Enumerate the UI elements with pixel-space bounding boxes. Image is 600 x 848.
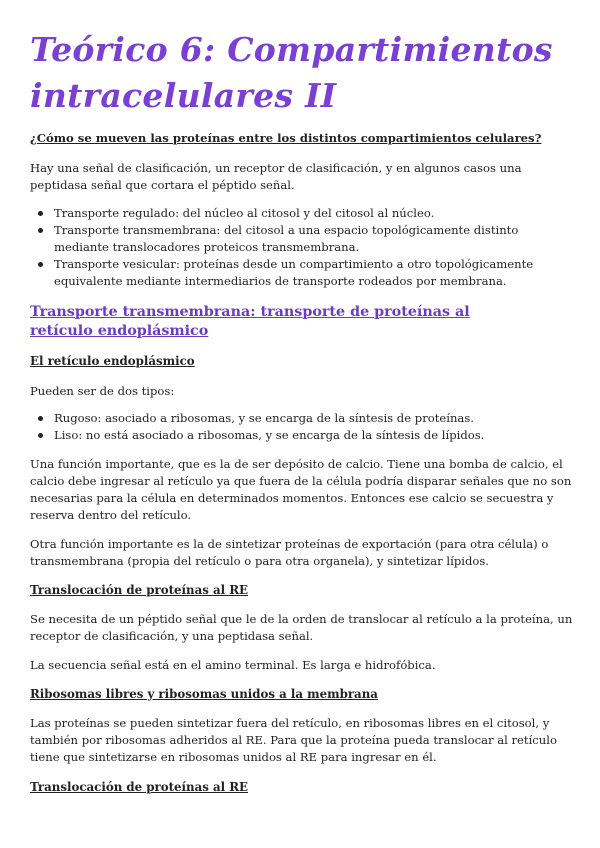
ribosomes-paragraph: Las proteínas se pueden sintetizar fuera del retículo, en ribosomas libres en el citosol, y también por ribosomas adheridos al RE. Para que la proteína pueda translocar al retículo tiene que sintetizarse en ribosomas unidos al RE para ingresar en él. [30,716,557,764]
section-heading-link[interactable]: Transporte transmembrana: transporte de proteínas al retículo endoplásmico [30,304,470,339]
list-item: Transporte regulado: del núcleo al citosol y del citosol al núcleo. [30,205,575,222]
translocation-heading-2: Translocación de proteínas al RE [30,780,249,794]
list-item: Transporte transmembrana: del citosol a una espacio topológicamente distinto mediante translocadores proteicos transmembrana. [30,222,575,256]
calcium-paragraph: Una función importante, que es la de ser depósito de calcio. Tiene una bomba de calcio, el calcio debe ingresar al retículo ya que fuera de la célula podría disparar señales que no son necesarias para la célula en determinados momentos. Entonces ese calcio se secuestra y reserva dentro del retículo. [30,457,572,522]
question-heading: ¿Cómo se mueven las proteínas entre los distintos compartimientos celulares? [30,131,542,145]
list-item: Transporte vesicular: proteínas desde un compartimiento a otro topológicamente equivalente mediante intermediarios de transporte rodeados por membrana. [30,256,575,290]
signal-paragraph: La secuencia señal está en el amino terminal. Es larga e hidrofóbica. [30,658,436,672]
list-item: Liso: no está asociado a ribosomas, y se encarga de la síntesis de lípidos. [30,427,575,444]
list-item: Rugoso: asociado a ribosomas, y se encarga de la síntesis de proteínas. [30,410,575,427]
translocation-heading: Translocación de proteínas al RE [30,583,249,597]
er-types-list [30,410,575,444]
intro-paragraph: Hay una señal de clasificación, un receptor de clasificación, y en algunos casos una peptidasa señal que cortara el péptido señal. [30,161,522,192]
transport-list [30,205,575,290]
page-title: Teórico 6: Compartimientos intracelulares II [30,30,553,115]
synthesis-paragraph: Otra función importante es la de sintetizar proteínas de exportación (para otra célula) o transmembrana (propia del retículo o para otra organela), y sintetizar lípidos. [30,537,549,568]
ribosomes-heading: Ribosomas libres y ribosomas unidos a la membrana [30,687,378,701]
er-types-intro: Pueden ser de dos tipos: [30,384,175,398]
translocation-paragraph: Se necesita de un péptido señal que le de la orden de translocar al retículo a la proteína, un receptor de clasificación, y una peptidasa señal. [30,612,573,643]
er-heading: El retículo endoplásmico [30,354,195,368]
